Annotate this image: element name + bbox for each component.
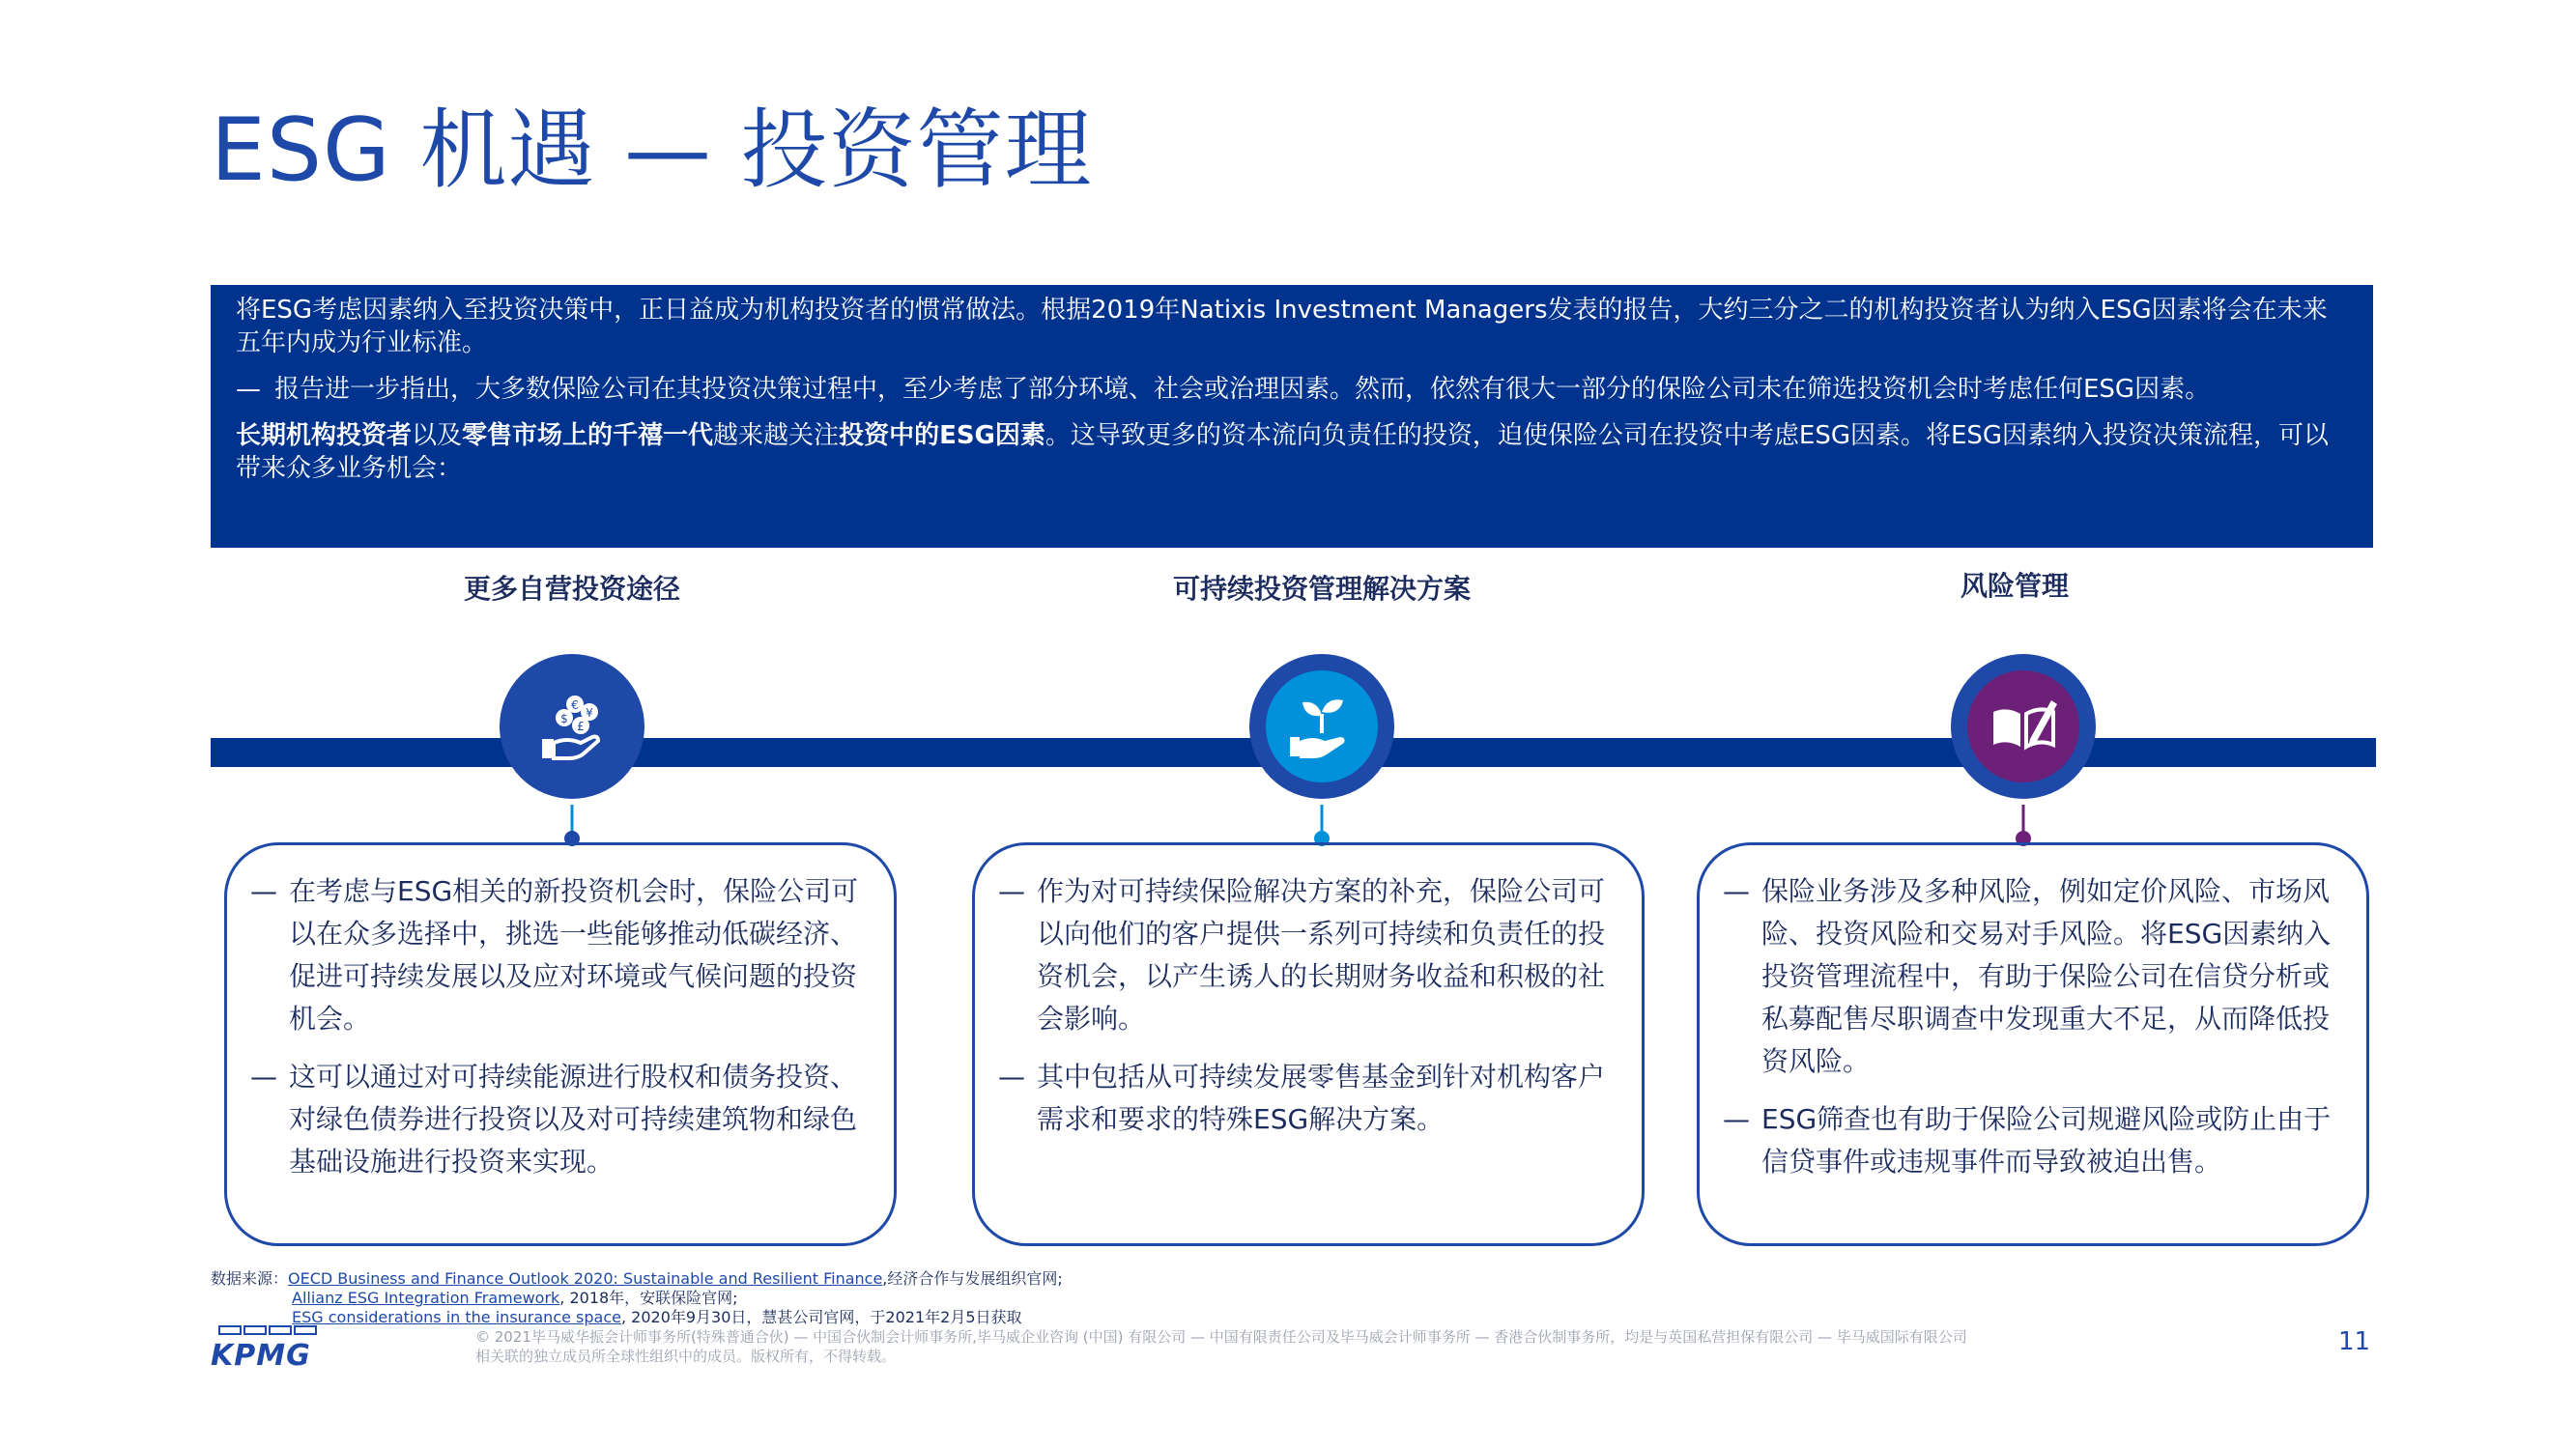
intro-panel (211, 285, 2373, 548)
dash-marker: — (250, 875, 277, 907)
column-heading-risk: 风险管理 (1960, 570, 2070, 602)
node-proprietary (500, 654, 644, 799)
card-bullet-text: ESG筛查也有助于保险公司规避风险或防止由于信贷事件或违规事件而导致被迫出售。 (1761, 1103, 2332, 1178)
dash-marker: — (998, 875, 1025, 907)
card-proprietary (224, 842, 897, 1246)
dash-marker: — (998, 1061, 1025, 1093)
card-bullet-text: 在考虑与ESG相关的新投资机会时，保险公司可以在众多选择中，挑选一些能够推动低碳经济、促进可持续发展以及应对环境或气候问题的投资机会。 (289, 875, 859, 1035)
column-heading-proprietary: 更多自营投资途径 (463, 573, 681, 605)
body-text: 。这导致更多的资本流向负责任的投资，迫使保险公司在投资中考虑ESG因素。将ESG因素纳入投资决策流程，可以带来众多业务机会： (236, 421, 2330, 483)
page-number: 11 (2338, 1327, 2371, 1356)
card-risk (1697, 842, 2369, 1246)
body-text: 越来越关注 (713, 421, 840, 450)
intro-bullet-text: 报告进一步指出，大多数保险公司在其投资决策过程中，至少考虑了部分环境、社会或治理因素。然而，依然有很大一部分的保险公司未在筛选投资机会时考虑任何ESG因素。 (274, 375, 2211, 404)
source-link[interactable]: Allianz ESG Integration Framework (292, 1289, 560, 1307)
dash-marker: — (250, 1061, 277, 1093)
intro-paragraph: 将ESG考虑因素纳入至投资决策中，正日益成为机构投资者的惯常做法。根据2019年Natixis Investment Managers发表的报告，大约三分之二的机构投资者认为纳入ESG因素将会在未来五年内成为行业标准。 (236, 296, 2328, 357)
source-row (211, 1289, 1063, 1308)
svg-text:£: £ (577, 720, 585, 733)
card-bullet-text: 这可以通过对可持续能源进行股权和债务投资、对绿色债券进行投资以及对可持续建筑物和绿色基础设施进行投资来实现。 (289, 1061, 858, 1178)
svg-text:€: € (571, 698, 579, 712)
sources-label: 数据来源： (211, 1269, 289, 1288)
source-link[interactable]: ESG considerations in the insurance space (292, 1308, 621, 1326)
card-bullet (1723, 1098, 2343, 1183)
card-bullet (250, 870, 871, 1040)
card-bullet-text: 作为对可持续保险解决方案的补充，保险公司可以向他们的客户提供一系列可持续和负责任的投资机会，以产生诱人的长期财务收益和积极的社会影响。 (1037, 875, 1606, 1035)
book-pen-icon (1967, 670, 2079, 782)
card-bullet (998, 870, 1618, 1040)
svg-text:$: $ (560, 712, 568, 725)
dash-marker: — (1723, 1103, 1750, 1135)
emphasis-text: 投资中的ESG因素 (839, 421, 1045, 450)
card-bullet (998, 1056, 1618, 1141)
source-row (211, 1308, 1063, 1327)
emphasis-text: 长期机构投资者 (236, 421, 413, 450)
kpmg-logo: KPMG (211, 1339, 311, 1373)
intro-bullet (236, 373, 2348, 406)
source-text: ,经济合作与发展组织官网; (882, 1269, 1063, 1288)
card-bullet (250, 1056, 871, 1183)
legal-line: © 2021毕马威华振会计师事务所(特殊普通合伙) — 中国合伙制会计师事务所,毕马威企业咨询 (中国) 有限公司 — 中国有限责任公司及毕马威会计师事务所 — 香港合伙制事务所，均是与英国私营担保有限公司 — 毕马威国际有限公司 (475, 1328, 1967, 1346)
dash-marker: — (1723, 875, 1750, 907)
node-risk (1951, 654, 2096, 799)
card-bullet-text: 其中包括从可持续发展零售基金到针对机构客户需求和要求的特殊ESG解决方案。 (1037, 1061, 1606, 1135)
card-bullet (1723, 870, 2343, 1083)
card-bullet-text: 保险业务涉及多种风险，例如定价风险、市场风险、投资风险和交易对手风险。将ESG因素纳入投资管理流程中，有助于保险公司在信贷分析或私募配售尽职调查中发现重大不足，从而降低投资风险。 (1761, 875, 2332, 1077)
page-title: ESG 机遇 — 投资管理 (211, 99, 1093, 201)
intro-summary (236, 419, 2348, 485)
node-sustainable (1249, 654, 1394, 799)
hand-plant-icon (1266, 670, 1378, 782)
source-row (211, 1269, 1063, 1289)
svg-text:¥: ¥ (586, 706, 593, 720)
dash-marker: — (236, 375, 261, 404)
kpmg-logo-boxes (218, 1325, 319, 1335)
card-sustainable (972, 842, 1645, 1246)
legal-notice (475, 1327, 1967, 1366)
sources-block (211, 1269, 1063, 1327)
source-text: , 2018年，安联保险官网; (559, 1289, 738, 1307)
source-text: , 2020年9月30日，慧甚公司官网，于2021年2月5日获取 (620, 1308, 1022, 1326)
emphasis-text: 零售市场上的千禧一代 (462, 421, 714, 450)
legal-line: 相关联的独立成员所全球性组织中的成员。版权所有，不得转载。 (475, 1348, 897, 1365)
hand-coins-icon (516, 670, 628, 782)
source-link[interactable]: OECD Business and Finance Outlook 2020: Sustainable and Resilient Finance (288, 1269, 883, 1288)
column-heading-sustainable: 可持续投资管理解决方案 (1172, 573, 1472, 605)
body-text: 以及 (412, 421, 463, 450)
